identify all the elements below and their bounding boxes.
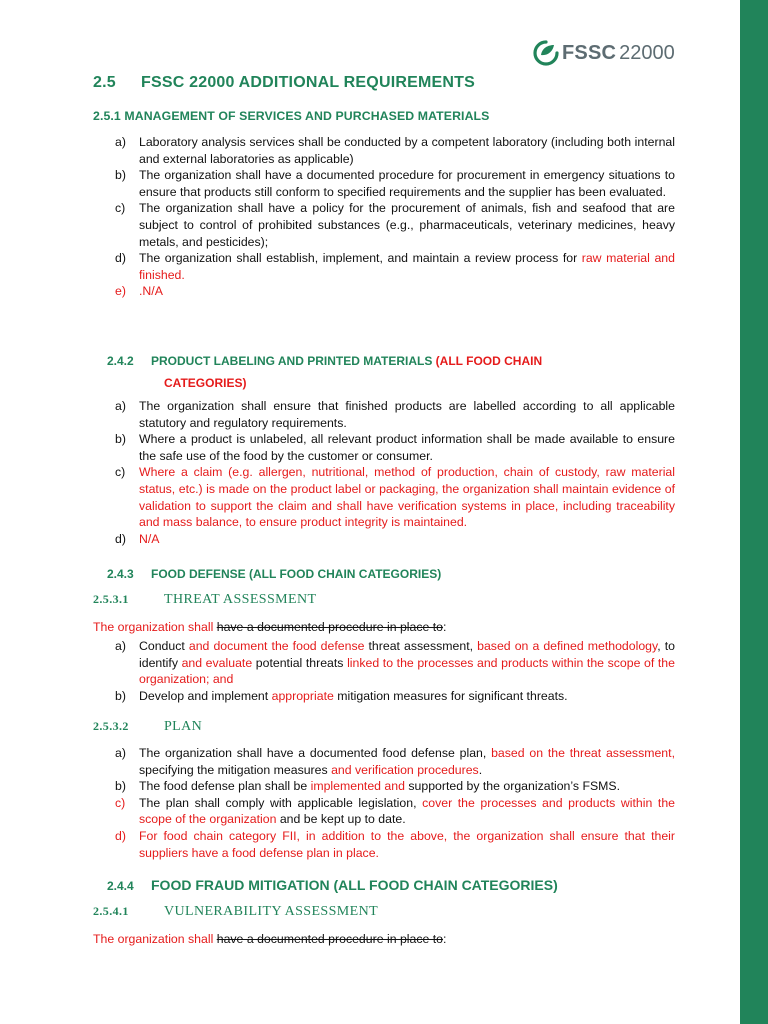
item-marker: c) bbox=[115, 465, 126, 480]
list-item bbox=[115, 134, 675, 167]
section-title: VULNERABILITY ASSESSMENT bbox=[164, 904, 379, 919]
item-marker: c) bbox=[115, 795, 126, 810]
item-text-revision: Where a claim (e.g. allergen, nutritional, method of production, chain of custody, raw material status, etc.) is made on the product label or packaging, the organization shall maintain evidence of validation to support the claim and shall have verification systems in place, including traceability and mass balance, to ensure product integrity is maintained. bbox=[139, 465, 675, 530]
item-marker: b) bbox=[115, 688, 126, 703]
item-text: The organization shall establish, implement, and maintain a review process for bbox=[139, 251, 582, 266]
item-text-revision: .N/A bbox=[139, 284, 163, 299]
item-text: The organization shall ensure that finished products are labelled according to all applicable statutory and regulatory requirements. bbox=[139, 399, 675, 430]
item-text: The food defense plan shall be bbox=[139, 779, 311, 794]
item-text-revision: implemented and bbox=[310, 779, 405, 794]
item-marker: a) bbox=[115, 639, 126, 653]
item-marker: a) bbox=[115, 399, 126, 413]
section-2-5-3-2-heading bbox=[93, 719, 202, 735]
item-text: The plan shall comply with applicable legislation, bbox=[139, 795, 423, 810]
fssc-logo-icon bbox=[533, 40, 559, 66]
item-text: threat assessment, bbox=[364, 639, 478, 653]
item-marker: b) bbox=[115, 779, 126, 794]
threat-intro bbox=[93, 619, 446, 636]
list-item bbox=[115, 795, 675, 828]
section-number: 2.5.4.1 bbox=[93, 904, 129, 918]
section-2-4-2-list bbox=[115, 398, 675, 547]
item-text: . bbox=[478, 762, 483, 777]
section-title: FOOD FRAUD MITIGATION (ALL FOOD CHAIN CATEGORIES) bbox=[151, 877, 558, 893]
item-text: The organization shall have a policy for the procurement of animals, fish and seafood that are subject to control of prohibited substances (e.g., pharmaceuticals, veterinary medicines, heavy metals, and pesticides); bbox=[139, 201, 675, 249]
section-2-4-4-heading bbox=[107, 877, 558, 893]
item-text: supported by the organization’s FSMS. bbox=[404, 779, 621, 794]
list-item bbox=[115, 828, 675, 861]
list-item bbox=[115, 531, 675, 548]
item-text: Conduct bbox=[139, 639, 189, 653]
item-text: , to identify bbox=[139, 639, 676, 670]
list-item bbox=[115, 167, 675, 200]
section-2-5-1-heading: 2.5.1 MANAGEMENT OF SERVICES AND PURCHASED MATERIALS bbox=[93, 109, 490, 123]
intro-text-revision: The organization shall bbox=[93, 932, 217, 946]
item-marker: d) bbox=[115, 251, 126, 266]
item-text-revision: and document the food defense bbox=[188, 639, 365, 653]
section-number: 2.5.3.1 bbox=[93, 592, 129, 606]
item-text: and be kept up to date. bbox=[276, 812, 406, 827]
section-title: PLAN bbox=[164, 719, 203, 734]
section-title-revision: CATEGORIES) bbox=[164, 376, 247, 390]
item-text: The organization shall have a documented food defense plan, bbox=[139, 746, 492, 760]
intro-text-revision: The organization shall bbox=[93, 620, 217, 634]
item-text: specifying the mitigation measures bbox=[139, 762, 332, 777]
intro-deleted-text: have a documented procedure in place to bbox=[216, 620, 444, 634]
item-text: Laboratory analysis services shall be conducted by a competent laboratory (including both internal and external laboratories as applicable) bbox=[139, 135, 675, 166]
item-text-revision: linked to the processes and products within the scope of the organization; and bbox=[139, 655, 675, 687]
section-2-5-3-1-list bbox=[115, 638, 675, 704]
list-item bbox=[115, 778, 675, 795]
item-text: Where a product is unlabeled, all relevant product information shall be made available to ensure the safe use of the food by the customer or consumer. bbox=[139, 432, 675, 463]
section-title: PRODUCT LABELING AND PRINTED MATERIALS bbox=[151, 354, 436, 368]
item-text-revision: and verification procedures bbox=[331, 762, 479, 777]
section-number: 2.4.2 bbox=[107, 354, 134, 368]
list-item bbox=[115, 200, 675, 250]
item-marker: c) bbox=[115, 201, 126, 216]
item-text-revision: N/A bbox=[139, 531, 160, 546]
item-marker: a) bbox=[115, 746, 126, 760]
vulnerability-intro bbox=[93, 931, 446, 948]
item-marker: d) bbox=[115, 828, 126, 843]
section-2-5-4-1-heading bbox=[93, 904, 378, 920]
item-marker: b) bbox=[115, 432, 126, 447]
item-marker: d) bbox=[115, 531, 126, 546]
item-marker: b) bbox=[115, 168, 126, 183]
section-title: THREAT ASSESSMENT bbox=[164, 592, 317, 607]
section-number: 2.5.3.2 bbox=[93, 719, 129, 733]
intro-colon: : bbox=[443, 932, 447, 946]
item-text-revision: and evaluate bbox=[181, 655, 253, 670]
logo-text-bold: FSSC bbox=[562, 41, 617, 64]
section-2-5-3-2-list bbox=[115, 745, 675, 861]
list-item bbox=[115, 745, 675, 778]
item-marker: a) bbox=[115, 135, 126, 149]
item-text-revision: appropriate bbox=[271, 688, 334, 703]
green-side-bar bbox=[740, 0, 768, 1024]
section-2-5-heading bbox=[93, 74, 475, 92]
section-number: 2.4.3 bbox=[107, 567, 134, 581]
list-item bbox=[115, 464, 675, 530]
section-2-5-3-1-heading bbox=[93, 592, 316, 608]
item-text-revision: cover the processes and products within the scope of the organization bbox=[139, 795, 675, 827]
item-marker: e) bbox=[115, 284, 126, 299]
item-text: potential threats bbox=[252, 655, 348, 670]
logo-text-number: 22000 bbox=[619, 41, 675, 64]
item-text: Develop and implement bbox=[139, 688, 272, 703]
intro-deleted-text: have a documented procedure in place to bbox=[216, 932, 444, 946]
section-2-4-2-heading bbox=[107, 350, 542, 394]
item-text-revision: For food chain category FII, in addition to the above, the organization shall ensure that their suppliers have a food defense plan in place. bbox=[139, 828, 675, 860]
section-number: 2.4.4 bbox=[107, 879, 134, 893]
section-2-4-3-heading bbox=[107, 567, 441, 581]
list-item bbox=[115, 250, 675, 283]
section-title-revision: (ALL FOOD CHAIN bbox=[435, 354, 543, 368]
section-title: FOOD DEFENSE (ALL FOOD CHAIN CATEGORIES) bbox=[151, 567, 442, 581]
item-text: mitigation measures for significant threats. bbox=[333, 688, 568, 703]
intro-colon: : bbox=[443, 620, 447, 634]
list-item bbox=[115, 283, 675, 300]
item-text-revision: based on the threat assessment, bbox=[491, 746, 675, 760]
section-number: 2.5 bbox=[93, 74, 116, 91]
section-2-5-1-list bbox=[115, 134, 675, 300]
fssc-logo bbox=[533, 38, 675, 68]
item-text-revision: based on a defined methodology bbox=[477, 639, 658, 653]
list-item bbox=[115, 431, 675, 464]
item-text: The organization shall have a documented procedure for procurement in emergency situations to ensure that products still conform to specified requirements and the supplier has been evaluated. bbox=[139, 168, 675, 199]
item-text-revision: raw material and finished. bbox=[139, 251, 675, 282]
section-title: FSSC 22000 ADDITIONAL REQUIREMENTS bbox=[141, 74, 475, 91]
list-item bbox=[115, 688, 675, 705]
list-item bbox=[115, 398, 675, 431]
list-item bbox=[115, 638, 675, 688]
